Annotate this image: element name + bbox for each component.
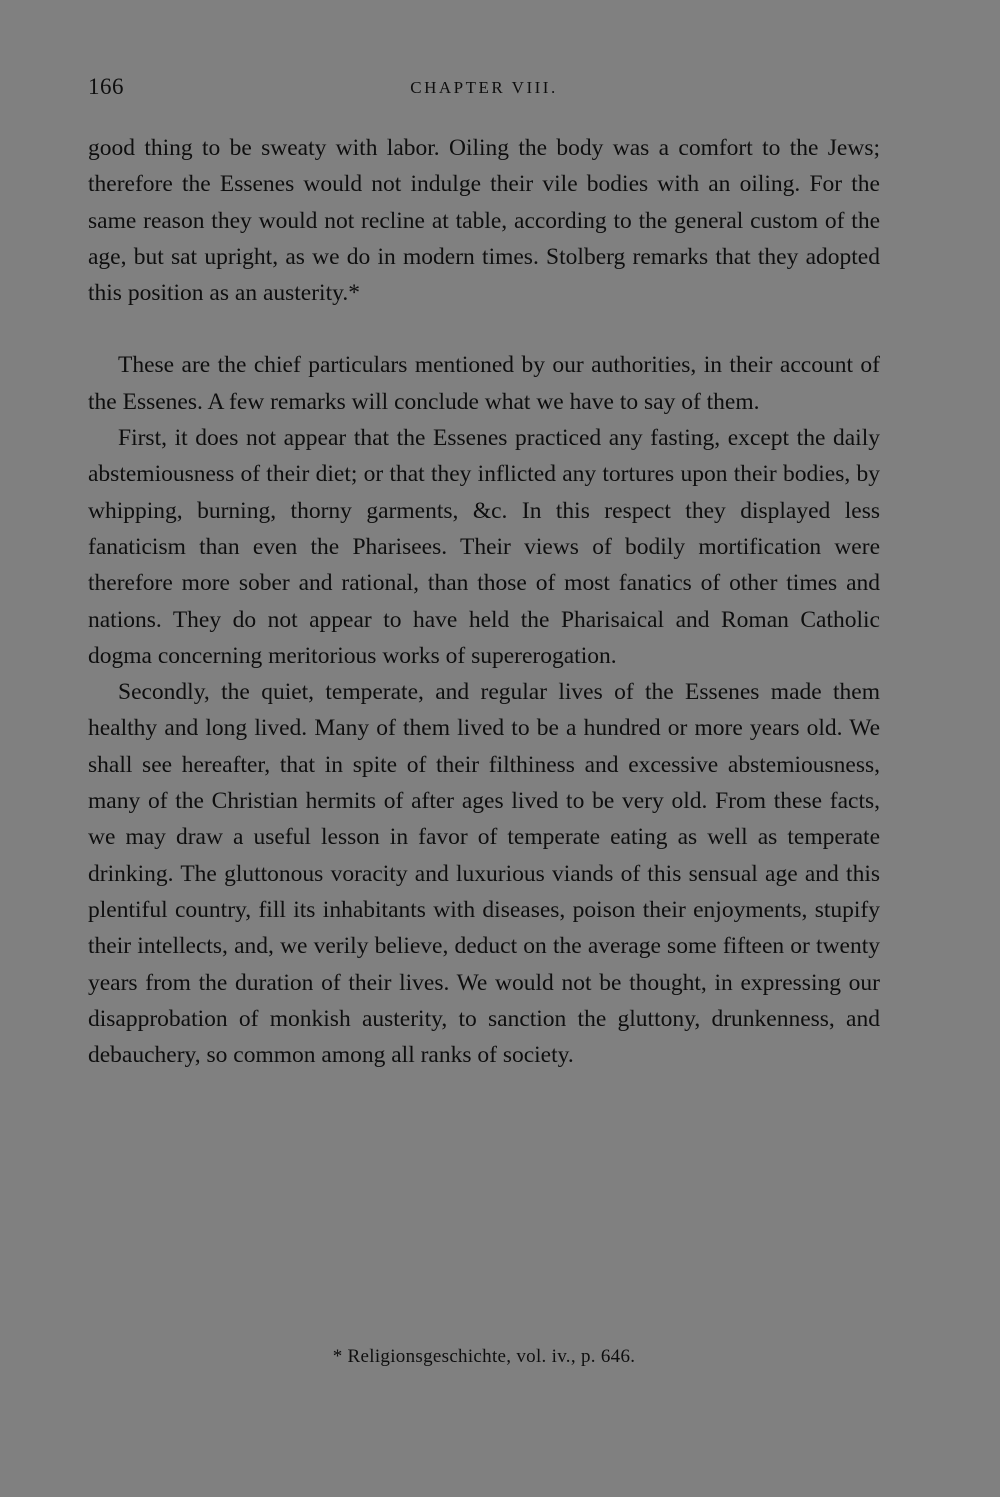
paragraph: Secondly, the quiet, temperate, and regular lives of the Essenes made them healthy and long lived. Many of them lived to be a hundred or more years old. We shall see hereafter, that in spite of their filthiness and excessive abstemiousness, many of the Christian hermits of after ages lived to be very old. From these facts, we may draw a useful lesson in favor of temperate eating as well as temperate drinking. The gluttonous voracity and luxurious viands of this sensual age and this plentiful country, fill its inhabitants with diseases, poison their enjoyments, stupify their intellects, and, we verily believe, deduct on the average some fifteen or twenty years from the duration of their lives. We would not be thought, in expressing our disapprobation of monkish austerity, to sanction the gluttony, drunkenness, and debauchery, so common among all ranks of society. bbox=[88, 679, 880, 1069]
paragraph: good thing to be sweaty with labor. Oiling the body was a comfort to the Jews; therefore the Essenes would not indulge their vile bodies with an oiling. For the same reason they would not recline at table, according to the general custom of the age, but sat upright, as we do in modern times. Stolberg remarks that they adopted this position as an austerity.* bbox=[88, 135, 880, 307]
paragraph: These are the chief particulars mentioned by our authorities, in their account of the Essenes. A few remarks will conclude what we have to say of them. bbox=[88, 352, 880, 415]
paragraph: First, it does not appear that the Essenes practiced any fasting, except the daily abstemiousness of their diet; or that they inflicted any tortures upon their bodies, by whipping, burning, thorny garments, &c. In this respect they displayed less fanaticism than even the Pharisees. Their views of bodily mortification were therefore more sober and rational, than those of most fanatics of other times and nations. They do not appear to have held the Pharisaical and Roman Catholic dogma concerning meritorious works of supererogation. bbox=[88, 425, 880, 669]
page-number: 166 bbox=[88, 74, 124, 99]
body-text bbox=[88, 130, 880, 1073]
section-break bbox=[88, 311, 880, 347]
chapter-title: CHAPTER VIII. bbox=[410, 78, 558, 97]
footnote: * Religionsgeschichte, vol. iv., p. 646. bbox=[332, 1346, 636, 1367]
running-head bbox=[88, 74, 880, 104]
